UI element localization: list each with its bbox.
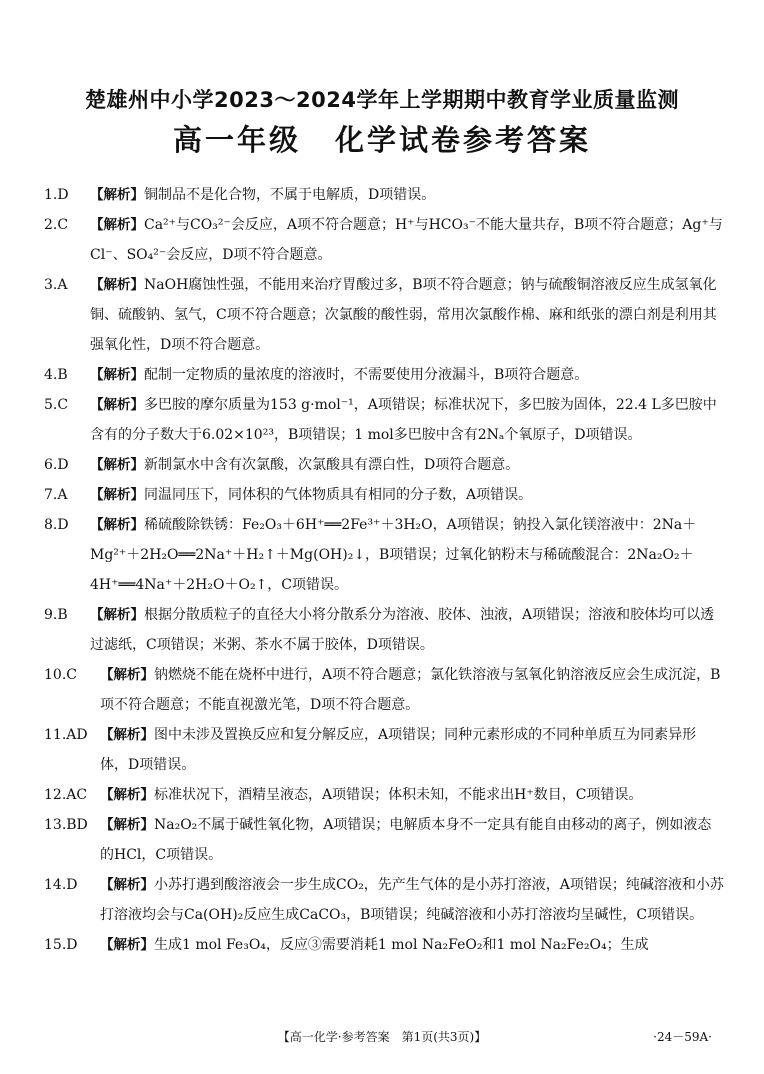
answer-item [44,480,724,510]
answer-text: 稀硫酸除铁锈：Fe₂O₃＋6H⁺══2Fe³⁺＋3H₂O，A项错误；钠投入氯化镁溶液中：2Na＋Mg²⁺＋2H₂O══2Na⁺＋H₂↑＋Mg(OH)₂↓，B项错误；过氧化钠粉末与稀硫酸混合：2Na₂O₂＋4H⁺══4Na⁺＋2H₂O＋O₂↑，C项错误。 [90,517,697,593]
analysis-tag: 【解析】 [90,277,144,293]
answer-number: 6.D [44,457,69,473]
analysis-tag: 【解析】 [90,217,144,233]
analysis-tag: 【解析】 [100,667,154,683]
answer-number: 10.C [44,667,77,683]
answer-number: 12.AC [44,787,88,803]
answer-text: 标准状况下，酒精呈液态，A项错误；体积未知，不能求出H⁺数目，C项错误。 [154,787,643,803]
answer-text: 铜制品不是化合物，不属于电解质，D项错误。 [144,187,436,203]
answer-number: 4.B [44,367,68,383]
answer-text: Ca²⁺与CO₃²⁻会反应，A项不符合题意；H⁺与HCO₃⁻不能大量共存，B项不符合题意；Ag⁺与Cl⁻、SO₄²⁻会反应，D项不符合题意。 [90,217,723,263]
analysis-tag: 【解析】 [90,517,144,533]
answer-text: 钠燃烧不能在烧杯中进行，A项不符合题意；氯化铁溶液与氢氧化钠溶液反应会生成沉淀，B项不符合题意；不能直视激光笔，D项不符合题意。 [100,667,721,713]
footer-page-info: 【高一化学·参考答案 第1页(共3页)】 [277,1030,487,1044]
answer-number: 13.BD [44,817,88,833]
answer-number: 15.D [44,937,78,953]
answer-item [44,270,724,360]
subject-label: 化学试卷参考答案 [335,123,592,157]
footer-code: ·24－59A· [653,1030,712,1044]
answer-item [44,720,724,780]
analysis-tag: 【解析】 [90,367,144,383]
answer-text: 新制氯水中含有次氯酸，次氯酸具有漂白性，D项符合题意。 [144,457,520,473]
answer-number: 8.D [44,517,69,533]
answer-item [44,660,724,720]
answer-text: 配制一定物质的量浓度的溶液时，不需要使用分液漏斗，B项符合题意。 [144,367,589,383]
grade-label: 高一年级 [172,123,301,157]
answer-item [44,180,724,210]
answer-item [44,780,724,810]
answer-number: 14.D [44,877,78,893]
analysis-tag: 【解析】 [90,397,144,413]
answer-item [44,360,724,390]
answer-number: 5.C [44,397,69,413]
answer-text: 多巴胺的摩尔质量为153 g·mol⁻¹，A项错误；标准状况下，多巴胺为固体，22.4 L多巴胺中含有的分子数大于6.02×10²³，B项错误；1 mol多巴胺中含有2Nₐ个氧原子，D项错误。 [90,397,717,443]
answer-text: 图中未涉及置换反应和复分解反应，A项错误；同种元素形成的不同种单质互为同素异形体，D项错误。 [100,727,697,773]
answer-item [44,210,724,270]
analysis-tag: 【解析】 [90,607,144,623]
analysis-tag: 【解析】 [100,727,154,743]
answer-item [44,510,724,600]
answer-text: Na₂O₂不属于碱性氧化物，A项错误；电解质本身不一定具有能自由移动的离子，例如液态的HCl，C项错误。 [100,817,712,863]
answer-list [44,180,724,960]
answer-number: 1.D [44,187,69,203]
answer-item [44,930,724,960]
analysis-tag: 【解析】 [100,817,154,833]
answer-number: 7.A [44,487,68,503]
answer-item [44,390,724,450]
analysis-tag: 【解析】 [90,487,144,503]
answer-item [44,810,724,870]
analysis-tag: 【解析】 [100,877,154,893]
analysis-tag: 【解析】 [100,787,154,803]
analysis-tag: 【解析】 [100,937,154,953]
answer-text: 根据分散质粒子的直径大小将分散系分为溶液、胶体、浊液，A项错误；溶液和胶体均可以透过滤纸，C项错误；米粥、茶水不属于胶体，D项错误。 [90,607,715,653]
answer-number: 9.B [44,607,68,623]
answer-number: 11.AD [44,727,88,743]
answer-number: 2.C [44,217,69,233]
page-title: 楚雄州中小学2023～2024学年上学期期中教育学业质量监测 [85,88,679,112]
answer-text: NaOH腐蚀性强，不能用来治疗胃酸过多，B项不符合题意；钠与硫酸铜溶液反应生成氢氧化铜、硫酸钠、氢气，C项不符合题意；次氯酸的酸性弱，常用次氯酸作棉、麻和纸张的漂白剂是利用其强氧化性，D项不符合题意。 [90,277,717,353]
page-footer [0,1028,764,1048]
analysis-tag: 【解析】 [90,187,144,203]
analysis-tag: 【解析】 [90,457,144,473]
answer-text: 同温同压下，同体积的气体物质具有相同的分子数，A项错误。 [144,487,533,503]
answer-item [44,450,724,480]
answer-item [44,600,724,660]
answer-item [44,870,724,930]
page-subtitle [0,118,764,159]
answer-text: 生成1 mol Fe₃O₄，反应③需要消耗1 mol Na₂FeO₂和1 mol Na₂Fe₂O₄；生成 [154,937,649,953]
answer-text: 小苏打遇到酸溶液会一步生成CO₂，先产生气体的是小苏打溶液，A项错误；纯碱溶液和小苏打溶液均会与Ca(OH)₂反应生成CaCO₃，B项错误；纯碱溶液和小苏打溶液均呈碱性，C项错误。 [100,877,724,923]
answer-number: 3.A [44,277,68,293]
